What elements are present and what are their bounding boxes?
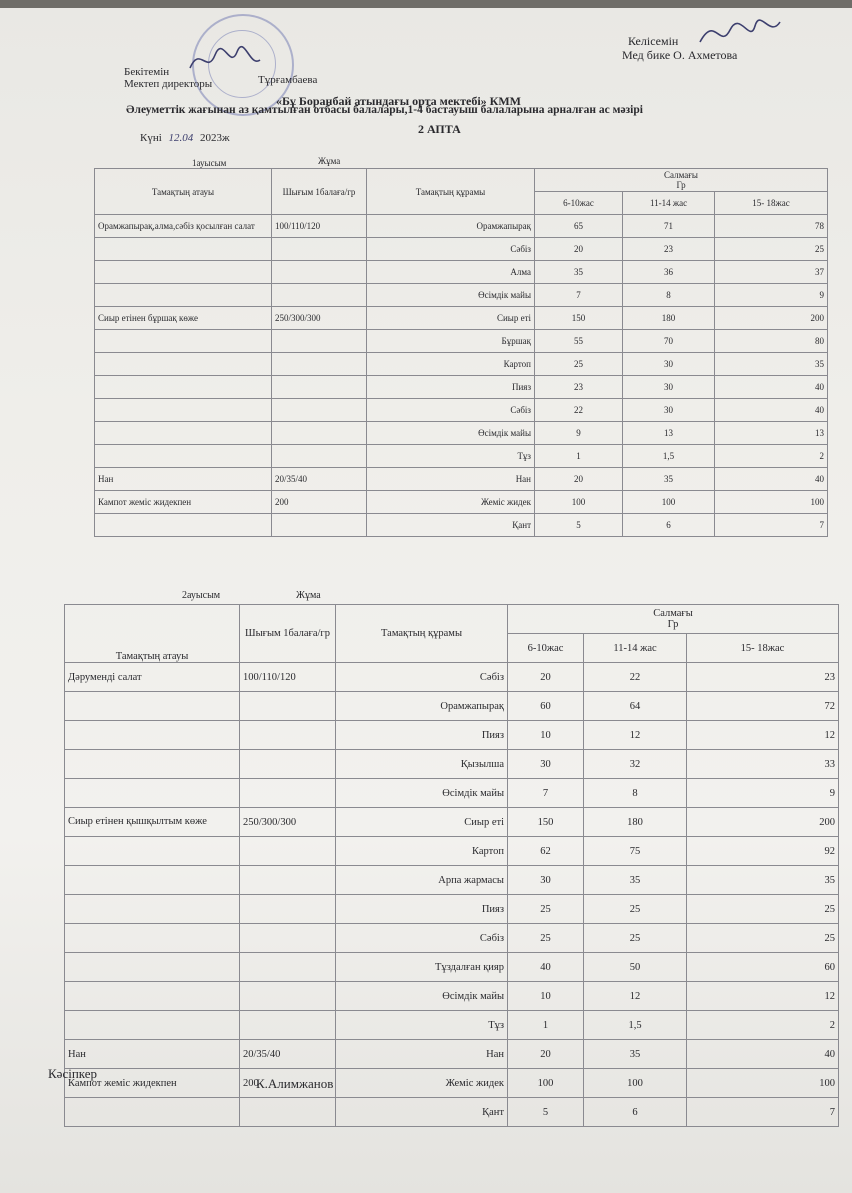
weight-age2-cell: 6 bbox=[584, 1098, 687, 1127]
ingredient-cell: Тұздалған қияр bbox=[336, 953, 508, 982]
shift1-age-3: 15- 18жас bbox=[715, 192, 828, 215]
weight-age1-cell: 150 bbox=[508, 808, 584, 837]
ingredient-cell: Сиыр еті bbox=[367, 307, 535, 330]
ingredient-cell: Өсімдік майы bbox=[367, 422, 535, 445]
weight-age2-cell: 35 bbox=[623, 468, 715, 491]
weight-age1-cell: 55 bbox=[535, 330, 623, 353]
ingredient-cell: Арпа жармасы bbox=[336, 866, 508, 895]
yield-cell bbox=[240, 924, 336, 953]
yield-cell bbox=[272, 514, 367, 537]
weight-age3-cell: 92 bbox=[687, 837, 839, 866]
weight-age3-cell: 200 bbox=[687, 808, 839, 837]
ingredient-cell: Пияз bbox=[367, 376, 535, 399]
table-row bbox=[95, 261, 828, 284]
table-row bbox=[95, 445, 828, 468]
ingredient-cell: Бұршақ bbox=[367, 330, 535, 353]
shift1-age-1: 6-10жас bbox=[535, 192, 623, 215]
ingredient-cell: Пияз bbox=[336, 721, 508, 750]
table-row bbox=[95, 284, 828, 307]
ingredient-cell: Сәбіз bbox=[336, 924, 508, 953]
weight-age3-cell: 37 bbox=[715, 261, 828, 284]
yield-cell bbox=[240, 866, 336, 895]
weight-age1-cell: 100 bbox=[508, 1069, 584, 1098]
ingredient-cell: Тұз bbox=[367, 445, 535, 468]
weight-age3-cell: 25 bbox=[715, 238, 828, 261]
shift2-col-weight bbox=[508, 605, 839, 634]
dish-cell bbox=[65, 750, 240, 779]
director-line: Мектеп директоры bbox=[124, 78, 213, 90]
dish-cell: Дәруменді салат bbox=[65, 663, 240, 692]
dish-cell bbox=[95, 353, 272, 376]
ingredient-cell: Сәбіз bbox=[336, 663, 508, 692]
shift2-col-dish: Тамақтың атауы bbox=[65, 605, 240, 663]
ingredient-cell: Қант bbox=[367, 514, 535, 537]
weight-age2-cell: 70 bbox=[623, 330, 715, 353]
shift1-weight-label: Салмағы bbox=[664, 170, 698, 180]
yield-cell bbox=[240, 1098, 336, 1127]
weight-age2-cell: 1,5 bbox=[623, 445, 715, 468]
weight-age1-cell: 20 bbox=[535, 238, 623, 261]
menu-subtitle: Әлеуметтік жағынан аз қамтылған отбасы балалары,1-4 бастауыш балаларына арналған ас мәзірі bbox=[126, 104, 643, 116]
dish-cell: Нан bbox=[95, 468, 272, 491]
weight-age3-cell: 78 bbox=[715, 215, 828, 238]
weight-age1-cell: 30 bbox=[508, 866, 584, 895]
ingredient-cell: Сәбіз bbox=[367, 399, 535, 422]
shift1-col-dish: Тамақтың атауы bbox=[95, 169, 272, 215]
weight-age3-cell: 33 bbox=[687, 750, 839, 779]
weight-age3-cell: 7 bbox=[715, 514, 828, 537]
shift2-age-2: 11-14 жас bbox=[584, 634, 687, 663]
shift2-body bbox=[65, 663, 839, 1127]
weight-age1-cell: 20 bbox=[508, 1040, 584, 1069]
weight-age2-cell: 30 bbox=[623, 353, 715, 376]
ingredient-cell: Нан bbox=[367, 468, 535, 491]
dish-cell bbox=[95, 284, 272, 307]
weight-age2-cell: 13 bbox=[623, 422, 715, 445]
yield-cell bbox=[272, 330, 367, 353]
shift2-age-3: 15- 18жас bbox=[687, 634, 839, 663]
weight-age3-cell: 60 bbox=[687, 953, 839, 982]
weight-age2-cell: 100 bbox=[584, 1069, 687, 1098]
weight-age3-cell: 13 bbox=[715, 422, 828, 445]
weight-age3-cell: 35 bbox=[687, 866, 839, 895]
ingredient-cell: Орамжапырақ bbox=[367, 215, 535, 238]
weight-age2-cell: 35 bbox=[584, 866, 687, 895]
weight-age2-cell: 35 bbox=[584, 1040, 687, 1069]
shift2-col-composition: Тамақтың құрамы bbox=[336, 605, 508, 663]
table-row bbox=[95, 215, 828, 238]
weight-age2-cell: 6 bbox=[623, 514, 715, 537]
yield-cell bbox=[272, 284, 367, 307]
weight-age2-cell: 1,5 bbox=[584, 1011, 687, 1040]
dish-cell: Кампот жеміс жидекпен bbox=[65, 1069, 240, 1098]
yield-cell bbox=[240, 750, 336, 779]
weight-age1-cell: 20 bbox=[508, 663, 584, 692]
table-row bbox=[65, 982, 839, 1011]
weight-age3-cell: 40 bbox=[715, 468, 828, 491]
shift2-table bbox=[64, 604, 839, 1127]
ingredient-cell: Сиыр еті bbox=[336, 808, 508, 837]
weight-age2-cell: 12 bbox=[584, 721, 687, 750]
dish-cell bbox=[65, 779, 240, 808]
dish-cell: Кампот жеміс жидекпен bbox=[95, 491, 272, 514]
dish-cell bbox=[95, 330, 272, 353]
weight-age3-cell: 9 bbox=[687, 779, 839, 808]
dish-cell: Сиыр етінен қышқылтым көже bbox=[65, 808, 240, 837]
yield-cell bbox=[272, 353, 367, 376]
ingredient-cell: Тұз bbox=[336, 1011, 508, 1040]
shift1-col-weight bbox=[535, 169, 828, 192]
yield-cell bbox=[240, 692, 336, 721]
date-year: 2023ж bbox=[200, 132, 230, 144]
table-row bbox=[95, 376, 828, 399]
table-row bbox=[95, 422, 828, 445]
weight-age1-cell: 25 bbox=[508, 895, 584, 924]
weight-age2-cell: 25 bbox=[584, 895, 687, 924]
yield-cell: 20/35/40 bbox=[240, 1040, 336, 1069]
weight-age3-cell: 25 bbox=[687, 924, 839, 953]
yield-cell bbox=[240, 837, 336, 866]
table-row bbox=[65, 895, 839, 924]
shift1-header-row-1 bbox=[95, 169, 828, 192]
weight-age1-cell: 23 bbox=[535, 376, 623, 399]
weight-age3-cell: 23 bbox=[687, 663, 839, 692]
yield-cell: 200 bbox=[240, 1069, 336, 1098]
table-row bbox=[95, 491, 828, 514]
weight-age2-cell: 71 bbox=[623, 215, 715, 238]
shift2-weight-label: Салмағы bbox=[653, 608, 693, 619]
weight-age1-cell: 62 bbox=[508, 837, 584, 866]
ingredient-cell: Пияз bbox=[336, 895, 508, 924]
weight-age3-cell: 40 bbox=[715, 376, 828, 399]
dish-cell: Нан bbox=[65, 1040, 240, 1069]
dish-cell bbox=[95, 422, 272, 445]
nurse-line: Мед бике О. Ахметова bbox=[622, 48, 738, 62]
footer-name: К.Алимжанов bbox=[256, 1076, 334, 1091]
table-row bbox=[65, 692, 839, 721]
dish-cell bbox=[95, 399, 272, 422]
weight-age2-cell: 25 bbox=[584, 924, 687, 953]
dish-cell bbox=[65, 953, 240, 982]
weight-age1-cell: 1 bbox=[508, 1011, 584, 1040]
weight-age3-cell: 2 bbox=[715, 445, 828, 468]
weight-age1-cell: 40 bbox=[508, 953, 584, 982]
shift1-age-2: 11-14 жас bbox=[623, 192, 715, 215]
table-row bbox=[65, 1098, 839, 1127]
yield-cell bbox=[240, 721, 336, 750]
dish-cell bbox=[95, 514, 272, 537]
table-row bbox=[95, 399, 828, 422]
yield-cell: 100/110/120 bbox=[240, 663, 336, 692]
yield-cell bbox=[240, 953, 336, 982]
table-row bbox=[65, 1069, 839, 1098]
weight-age1-cell: 25 bbox=[508, 924, 584, 953]
weight-age2-cell: 23 bbox=[623, 238, 715, 261]
table-row bbox=[65, 1011, 839, 1040]
weight-age2-cell: 30 bbox=[623, 399, 715, 422]
weight-age3-cell: 80 bbox=[715, 330, 828, 353]
dish-cell bbox=[65, 895, 240, 924]
yield-cell bbox=[272, 261, 367, 284]
table-row bbox=[65, 924, 839, 953]
weight-age2-cell: 180 bbox=[584, 808, 687, 837]
shift2-col-yield: Шығым 1балаға/гр bbox=[240, 605, 336, 663]
ingredient-cell: Жеміс жидек bbox=[336, 1069, 508, 1098]
weight-age3-cell: 25 bbox=[687, 895, 839, 924]
ingredient-cell: Алма bbox=[367, 261, 535, 284]
nurse-signature bbox=[695, 12, 785, 52]
weight-age3-cell: 2 bbox=[687, 1011, 839, 1040]
weight-age1-cell: 10 bbox=[508, 982, 584, 1011]
ingredient-cell: Өсімдік майы bbox=[367, 284, 535, 307]
weight-age2-cell: 64 bbox=[584, 692, 687, 721]
weight-age2-cell: 100 bbox=[623, 491, 715, 514]
weight-age1-cell: 22 bbox=[535, 399, 623, 422]
ingredient-cell: Қызылша bbox=[336, 750, 508, 779]
yield-cell: 250/300/300 bbox=[240, 808, 336, 837]
yield-cell bbox=[240, 779, 336, 808]
dish-cell bbox=[65, 982, 240, 1011]
table-row bbox=[65, 750, 839, 779]
table-row bbox=[95, 514, 828, 537]
dish-cell bbox=[65, 721, 240, 750]
table-row bbox=[95, 307, 828, 330]
weight-age2-cell: 75 bbox=[584, 837, 687, 866]
dish-cell bbox=[65, 866, 240, 895]
shift1-col-composition: Тамақтың құрамы bbox=[367, 169, 535, 215]
ingredient-cell: Сәбіз bbox=[367, 238, 535, 261]
date-line bbox=[140, 132, 230, 144]
ingredient-cell: Картоп bbox=[367, 353, 535, 376]
yield-cell bbox=[240, 895, 336, 924]
footer-role: Кәсіпкер bbox=[48, 1066, 98, 1081]
weight-age1-cell: 9 bbox=[535, 422, 623, 445]
yield-cell: 20/35/40 bbox=[272, 468, 367, 491]
table-row bbox=[65, 837, 839, 866]
weight-age1-cell: 25 bbox=[535, 353, 623, 376]
weight-age3-cell: 72 bbox=[687, 692, 839, 721]
table-row bbox=[95, 353, 828, 376]
weight-age1-cell: 30 bbox=[508, 750, 584, 779]
weight-age3-cell: 40 bbox=[715, 399, 828, 422]
dish-cell: Сиыр етінен бұршақ көже bbox=[95, 307, 272, 330]
director-name: Тұрғамбаева bbox=[258, 74, 318, 86]
dish-cell bbox=[65, 1011, 240, 1040]
weight-age3-cell: 100 bbox=[687, 1069, 839, 1098]
table-row bbox=[65, 1040, 839, 1069]
yield-cell: 200 bbox=[272, 491, 367, 514]
shift2-day: Жұма bbox=[296, 590, 321, 601]
weight-age3-cell: 9 bbox=[715, 284, 828, 307]
weight-age2-cell: 12 bbox=[584, 982, 687, 1011]
weight-age1-cell: 20 bbox=[535, 468, 623, 491]
yield-cell bbox=[272, 238, 367, 261]
dish-cell bbox=[95, 376, 272, 399]
weight-age2-cell: 8 bbox=[584, 779, 687, 808]
weight-age1-cell: 10 bbox=[508, 721, 584, 750]
table-row bbox=[65, 663, 839, 692]
weight-age3-cell: 7 bbox=[687, 1098, 839, 1127]
date-value: 12.04 bbox=[168, 132, 194, 144]
table-row bbox=[95, 238, 828, 261]
school-name: «Бұ Боранбай атындағы орта мектебі» КММ bbox=[276, 94, 522, 108]
dish-cell bbox=[95, 445, 272, 468]
dish-cell bbox=[65, 924, 240, 953]
weight-age2-cell: 30 bbox=[623, 376, 715, 399]
weight-age3-cell: 100 bbox=[715, 491, 828, 514]
shift1-label: 1ауысым bbox=[192, 158, 227, 168]
table-row bbox=[65, 866, 839, 895]
approved-label: Бекітемін bbox=[124, 66, 170, 78]
shift1-col-yield: Шығым 1балаға/гр bbox=[272, 169, 367, 215]
dish-cell bbox=[65, 692, 240, 721]
table-row bbox=[65, 953, 839, 982]
weight-age2-cell: 36 bbox=[623, 261, 715, 284]
table-row bbox=[65, 779, 839, 808]
dish-cell bbox=[65, 1098, 240, 1127]
weight-age1-cell: 1 bbox=[535, 445, 623, 468]
weight-age1-cell: 35 bbox=[535, 261, 623, 284]
weight-age1-cell: 100 bbox=[535, 491, 623, 514]
yield-cell bbox=[240, 1011, 336, 1040]
yield-cell bbox=[272, 399, 367, 422]
table-row bbox=[65, 721, 839, 750]
weight-age1-cell: 5 bbox=[535, 514, 623, 537]
agreed-label: Келісемін bbox=[628, 34, 679, 48]
weight-age3-cell: 40 bbox=[687, 1040, 839, 1069]
ingredient-cell: Нан bbox=[336, 1040, 508, 1069]
ingredient-cell: Картоп bbox=[336, 837, 508, 866]
weight-age3-cell: 12 bbox=[687, 721, 839, 750]
shift2-weight-unit: Гр bbox=[667, 619, 679, 630]
weight-age2-cell: 32 bbox=[584, 750, 687, 779]
table-row bbox=[95, 330, 828, 353]
weight-age3-cell: 12 bbox=[687, 982, 839, 1011]
table-row bbox=[65, 808, 839, 837]
ingredient-cell: Орамжапырақ bbox=[336, 692, 508, 721]
weight-age2-cell: 180 bbox=[623, 307, 715, 330]
weight-age1-cell: 7 bbox=[535, 284, 623, 307]
weight-age1-cell: 65 bbox=[535, 215, 623, 238]
weight-age2-cell: 22 bbox=[584, 663, 687, 692]
shift1-body bbox=[95, 215, 828, 537]
dish-cell bbox=[65, 837, 240, 866]
shift2-age-1: 6-10жас bbox=[508, 634, 584, 663]
shift2-header-row-1 bbox=[65, 605, 839, 634]
ingredient-cell: Өсімдік майы bbox=[336, 982, 508, 1011]
yield-cell: 100/110/120 bbox=[272, 215, 367, 238]
dish-cell: Орамжапырақ,алма,сәбіз қосылған салат bbox=[95, 215, 272, 238]
yield-cell bbox=[272, 445, 367, 468]
shift2-label: 2ауысым bbox=[182, 590, 221, 601]
ingredient-cell: Қант bbox=[336, 1098, 508, 1127]
shift1-weight-unit: Гр bbox=[676, 180, 686, 190]
weight-age2-cell: 8 bbox=[623, 284, 715, 307]
ingredient-cell: Өсімдік майы bbox=[336, 779, 508, 808]
shift1-table bbox=[94, 168, 828, 537]
weight-age1-cell: 60 bbox=[508, 692, 584, 721]
yield-cell bbox=[272, 422, 367, 445]
dish-cell bbox=[95, 261, 272, 284]
photo-edge bbox=[0, 0, 852, 8]
weight-age1-cell: 5 bbox=[508, 1098, 584, 1127]
shift1-day: Жұма bbox=[318, 156, 341, 166]
director-signature bbox=[185, 40, 265, 80]
weight-age1-cell: 150 bbox=[535, 307, 623, 330]
weight-age2-cell: 50 bbox=[584, 953, 687, 982]
yield-cell bbox=[240, 982, 336, 1011]
dish-cell bbox=[95, 238, 272, 261]
weight-age3-cell: 35 bbox=[715, 353, 828, 376]
week-label: 2 АПТА bbox=[418, 122, 461, 136]
ingredient-cell: Жеміс жидек bbox=[367, 491, 535, 514]
weight-age3-cell: 200 bbox=[715, 307, 828, 330]
weight-age1-cell: 7 bbox=[508, 779, 584, 808]
date-label: Күні bbox=[140, 132, 162, 144]
yield-cell: 250/300/300 bbox=[272, 307, 367, 330]
yield-cell bbox=[272, 376, 367, 399]
table-row bbox=[95, 468, 828, 491]
